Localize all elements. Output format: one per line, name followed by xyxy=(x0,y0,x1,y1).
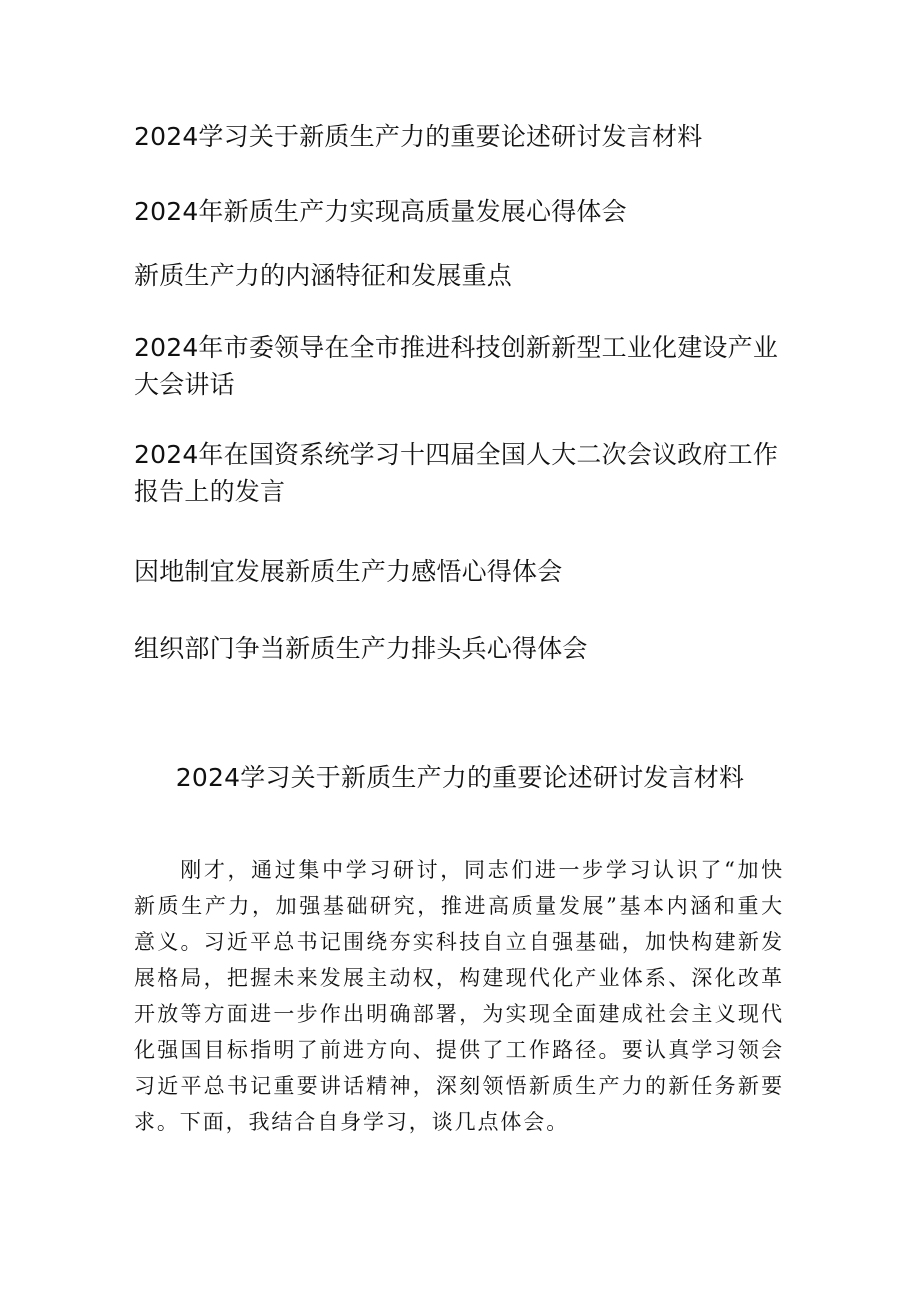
article-paragraph: 刚才，通过集中学习研讨，同志们进一步学习认识了“加快新质生产力，加强基础研究，推进高质量发展”基本内涵和重大意义。习近平总书记围绕夯实科技自立自强基础，加快构建新发展格局，把握未来发展主动权，构建现代化产业体系、深化改革开放等方面进一步作出明确部署，为实现全面建成社会主义现代化强国目标指明了前进方向、提供了工作路径。要认真学习领会习近平总书记重要讲话精神，深刻领悟新质生产力的新任务新要求。下面，我结合自身学习，谈几点体会。 xyxy=(134,858,784,1134)
toc-item: 新质生产力的内涵特征和发展重点 xyxy=(134,261,513,290)
toc-item: 2024年在国资系统学习十四届全国人大二次会议政府工作报告上的发言 xyxy=(134,440,779,506)
article-title: 2024学习关于新质生产力的重要论述研讨发言材料 xyxy=(175,763,745,792)
toc-item: 因地制宜发展新质生产力感悟心得体会 xyxy=(134,557,563,586)
toc-item: 2024年市委领导在全市推进科技创新新型工业化建设产业大会讲话 xyxy=(134,333,779,399)
toc-item: 2024学习关于新质生产力的重要论述研讨发言材料 xyxy=(134,122,703,151)
toc-item: 组织部门争当新质生产力排头兵心得体会 xyxy=(134,634,588,663)
table-of-contents xyxy=(134,118,794,667)
toc-item: 2024年新质生产力实现高质量发展心得体会 xyxy=(134,197,627,226)
